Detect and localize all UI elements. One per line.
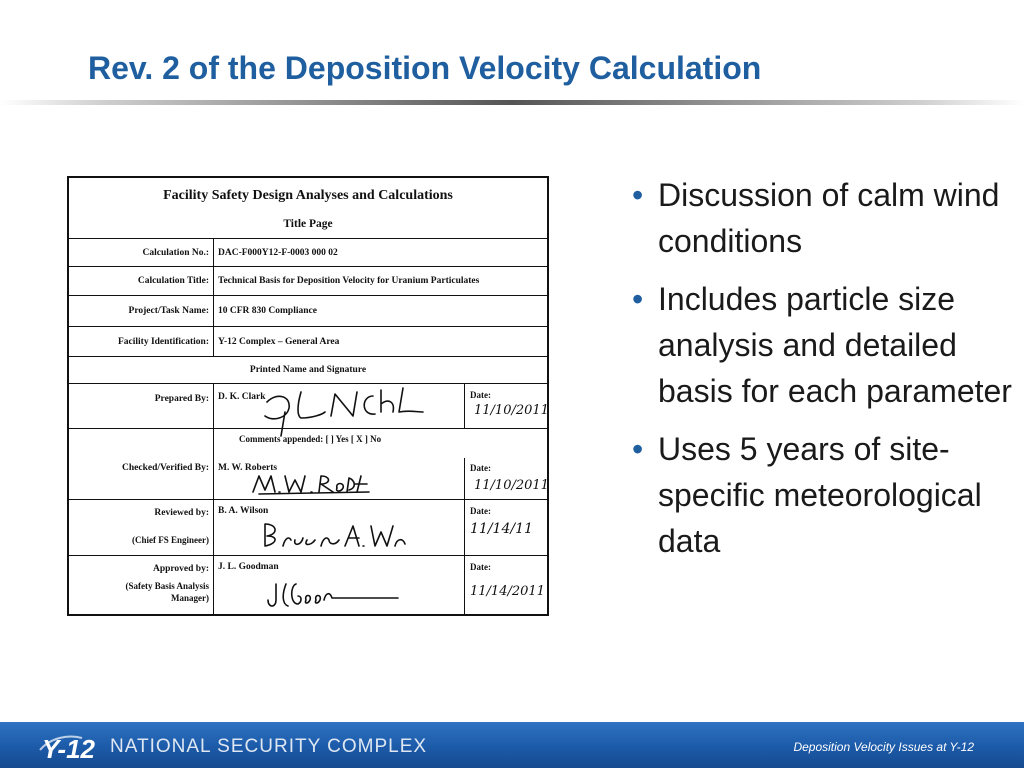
facility-id-value: Y-12 Complex – General Area (218, 337, 340, 347)
bullet-dot: • (632, 281, 644, 317)
approved-by-role-note: (Safety Basis Analysis Manager) (125, 581, 209, 603)
bullet-item (632, 172, 1017, 264)
prepared-by-label: Prepared By: (154, 394, 209, 404)
reviewed-by-name: B. A. Wilson (218, 506, 269, 516)
bullet-item (632, 276, 1017, 414)
reviewed-by-date-label: Date: (470, 506, 491, 516)
calculation-no-label: Calculation No.: (142, 248, 209, 258)
calculation-no-value: DAC-F000Y12-F-0003 000 02 (218, 248, 338, 258)
logo-text: Y-12 (42, 734, 95, 762)
approved-by-date-label: Date: (470, 562, 491, 572)
prepared-by-date-label: Date: (470, 390, 491, 400)
title-divider (0, 100, 1024, 105)
checked-by-date: 11/10/2011 (474, 478, 549, 493)
checked-by-signature (249, 470, 379, 498)
checked-by-label: Checked/Verified By: (122, 463, 209, 473)
prepared-by-signature (257, 382, 427, 442)
form-heading: Facility Safety Design Analyses and Calculations (163, 188, 453, 203)
checked-by-name: M. W. Roberts (218, 463, 278, 473)
footer-caption: Deposition Velocity Issues at Y-12 (793, 740, 974, 754)
facility-id-label: Facility Identification: (117, 337, 209, 347)
approved-by-signature (264, 578, 404, 612)
bullet-dot: • (632, 177, 644, 213)
bullet-item (632, 426, 1017, 564)
reviewed-by-label: Reviewed by: (154, 508, 209, 518)
reviewed-by-role-note: (Chief FS Engineer) (132, 535, 209, 545)
approved-by-label: Approved by: (152, 564, 209, 574)
checked-by-date-label: Date: (470, 463, 491, 473)
bullet-text: Uses 5 years of site-specific meteorological data (658, 431, 982, 559)
bullet-list (632, 172, 1017, 576)
comments-appended: Comments appended: [ ] Yes [ X ] No (239, 434, 382, 444)
calculation-title-label: Calculation Title: (137, 276, 209, 286)
project-task-value: 10 CFR 830 Compliance (218, 306, 317, 316)
footer-bar (0, 722, 1024, 768)
bullet-dot: • (632, 431, 644, 467)
org-name: NATIONAL SECURITY COMPLEX (110, 736, 428, 757)
bullet-text: Discussion of calm wind conditions (658, 177, 1000, 259)
reviewed-by-signature (259, 518, 409, 552)
approved-by-name: J. L. Goodman (218, 562, 279, 572)
reviewed-by-date: 11/14/11 (470, 521, 533, 537)
project-task-label: Project/Task Name: (128, 306, 209, 316)
prepared-by-name: D. K. Clark (218, 392, 266, 402)
y12-logo-icon (38, 728, 102, 762)
form-subheading: Title Page (283, 218, 333, 230)
prepared-by-date: 11/10/2011 (474, 403, 549, 418)
signature-header: Printed Name and Signature (249, 365, 367, 375)
approved-by-date: 11/14/2011 (470, 584, 545, 599)
calculation-title-value: Technical Basis for Deposition Velocity for Uranium Particulates (218, 276, 480, 286)
slide-title: Rev. 2 of the Deposition Velocity Calculation (88, 50, 762, 86)
bullet-text: Includes particle size analysis and detailed basis for each parameter (658, 281, 1012, 409)
calculation-title-page-form (67, 176, 549, 616)
